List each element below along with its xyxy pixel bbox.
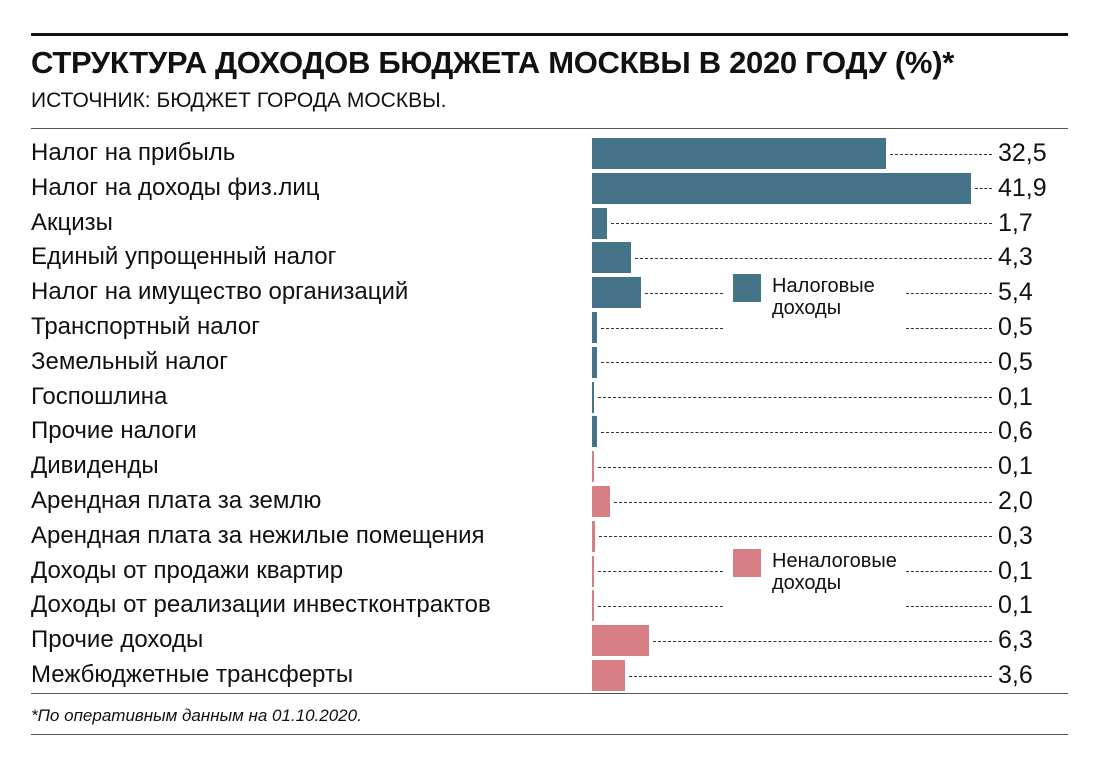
value-label: 2,0 <box>998 487 1033 515</box>
value-label: 0,5 <box>998 313 1033 341</box>
chart-subtitle: ИСТОЧНИК: БЮДЖЕТ ГОРОДА МОСКВЫ. <box>31 89 447 112</box>
leader-line <box>906 293 992 294</box>
legend-label: Налоговые доходы <box>772 275 875 319</box>
value-label: 0,1 <box>998 556 1033 585</box>
category-label: Межбюджетные трансферты <box>31 661 354 688</box>
value-label: 5,4 <box>998 278 1033 307</box>
category-label: Транспортный налог <box>31 313 260 340</box>
category-label: Арендная плата за нежилые помещения <box>31 521 485 549</box>
legend-swatch <box>733 549 761 577</box>
leader-line <box>599 536 992 537</box>
bar <box>592 242 631 273</box>
leader-line <box>598 467 993 468</box>
chart-bottom-rule <box>31 693 1068 694</box>
category-label: Прочие налоги <box>31 417 197 445</box>
leader-line <box>635 258 992 259</box>
category-label: Налог на имущество организаций <box>31 278 409 306</box>
category-label: Земельный налог <box>31 347 228 375</box>
leader-line <box>598 606 724 607</box>
value-label: 0,1 <box>998 452 1033 481</box>
value-label: 32,5 <box>998 139 1047 167</box>
category-label: Налог на доходы физ.лиц <box>31 173 320 201</box>
leader-line <box>614 502 992 503</box>
value-label: 4,3 <box>998 243 1033 272</box>
value-label: 0,5 <box>998 347 1033 376</box>
value-label: 0,3 <box>998 521 1033 550</box>
category-label: Акцизы <box>31 208 113 236</box>
leader-line <box>611 223 992 224</box>
bar <box>592 138 886 169</box>
value-label: 1,7 <box>998 208 1033 237</box>
category-label: Арендная плата за землю <box>31 487 322 514</box>
leader-line <box>975 188 992 189</box>
bar <box>592 382 594 413</box>
bar <box>592 347 597 378</box>
bar <box>592 208 607 239</box>
value-label: 3,6 <box>998 661 1033 689</box>
bar <box>592 590 594 621</box>
bar <box>592 556 594 587</box>
bar <box>592 451 594 482</box>
leader-line <box>601 362 992 363</box>
bar <box>592 660 625 691</box>
leader-line <box>598 397 993 398</box>
footnote: *По оперативным данным на 01.10.2020. <box>31 706 362 725</box>
value-label: 0,1 <box>998 382 1033 411</box>
category-label: Дивиденды <box>31 452 159 480</box>
bar <box>592 416 597 447</box>
leader-line <box>906 328 992 329</box>
category-label: Доходы от продажи квартир <box>31 556 344 584</box>
leader-line <box>653 641 992 642</box>
leader-line <box>890 154 992 155</box>
category-label: Доходы от реализации инвестконтрактов <box>31 591 491 619</box>
category-label: Прочие доходы <box>31 626 204 654</box>
value-label: 0,1 <box>998 591 1033 620</box>
legend-swatch <box>733 274 761 302</box>
bar <box>592 277 641 308</box>
bar <box>592 312 597 343</box>
bar <box>592 521 595 552</box>
leader-line <box>601 432 992 433</box>
bar <box>592 173 971 204</box>
category-label: Налог на прибыль <box>31 139 236 166</box>
bar <box>592 625 649 656</box>
chart-title: СТРУКТУРА ДОХОДОВ БЮДЖЕТА МОСКВЫ В 2020 ГОДУ (%)* <box>31 45 954 80</box>
value-label: 0,6 <box>998 417 1033 446</box>
footer-rule <box>31 734 1068 735</box>
category-label: Единый упрощенный налог <box>31 243 337 271</box>
value-label: 41,9 <box>998 173 1047 202</box>
leader-line <box>601 328 723 329</box>
leader-line <box>645 293 723 294</box>
leader-line <box>629 676 992 677</box>
leader-line <box>906 571 992 572</box>
bar <box>592 486 610 517</box>
category-label: Госпошлина <box>31 382 168 410</box>
value-label: 6,3 <box>998 626 1033 655</box>
leader-line <box>598 571 724 572</box>
legend-label: Неналоговые доходы <box>772 550 897 594</box>
leader-line <box>906 606 992 607</box>
